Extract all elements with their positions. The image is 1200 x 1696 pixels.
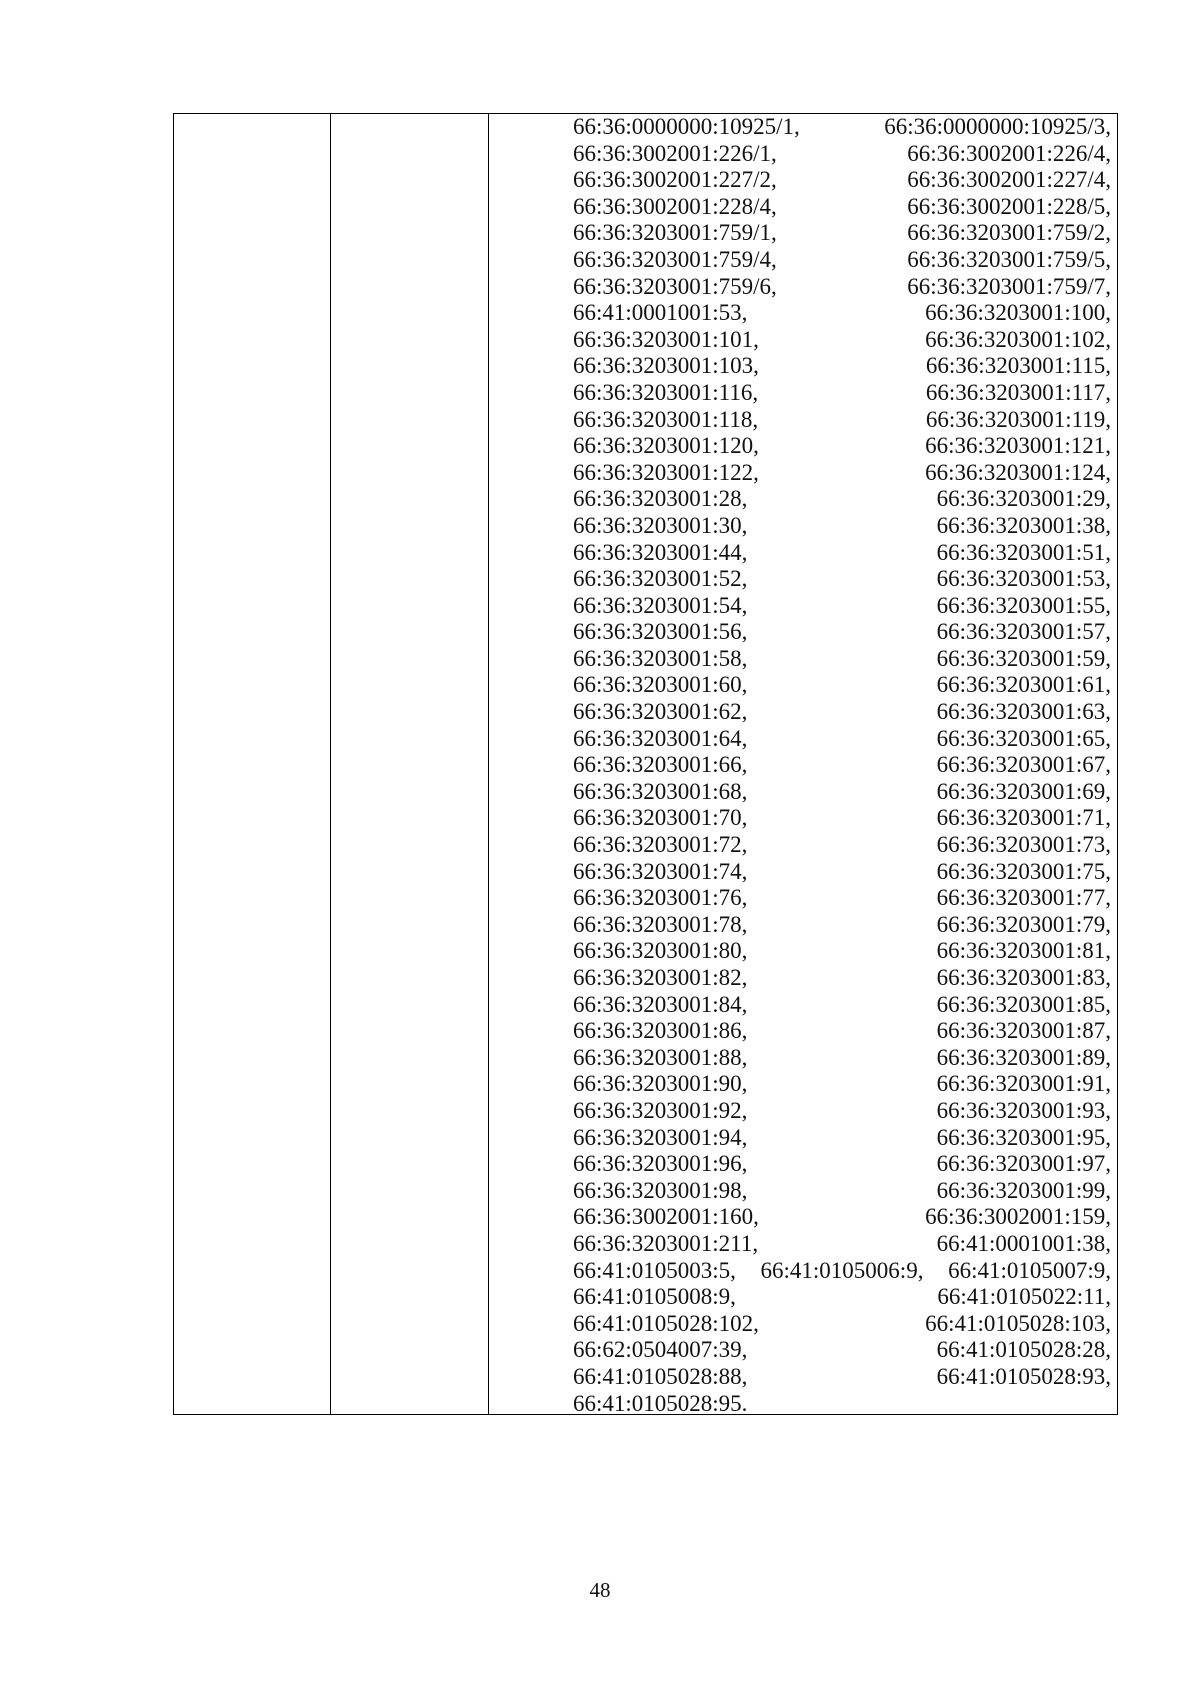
cadastral-number: 66:41:0105028:28, (936, 1337, 1111, 1363)
cadastral-number: 66:36:3203001:121, (925, 433, 1111, 459)
cadastral-number: 66:36:3203001:97, (936, 1151, 1111, 1177)
table-row (573, 1284, 1111, 1311)
cadastral-number: 66:36:3203001:83, (936, 965, 1111, 990)
table-row (573, 114, 1111, 141)
table-row (573, 805, 1111, 832)
cadastral-number: 66:36:3203001:80, (573, 938, 748, 964)
cadastral-number: 66:36:3203001:44, (573, 539, 748, 565)
cadastral-number: 66:36:3203001:54, (573, 592, 748, 618)
cadastral-number: 66:36:3203001:64, (573, 725, 748, 751)
table-row (573, 938, 1111, 965)
cadastral-number: 66:36:0000000:10925/1, (573, 114, 800, 139)
cadastral-number: 66:41:0105006:9, (760, 1257, 924, 1283)
cadastral-number: 66:36:3203001:119, (925, 406, 1111, 432)
cadastral-number: 66:36:3203001:71, (936, 805, 1111, 831)
table-row (573, 1018, 1111, 1045)
cadastral-number: 66:36:3203001:75, (936, 858, 1111, 884)
cadastral-number: 66:36:3203001:95, (936, 1124, 1111, 1150)
cadastral-number: 66:36:3203001:53, (936, 566, 1111, 592)
cadastral-number: 66:36:3002001:226/4, (907, 140, 1111, 166)
cadastral-number: 66:36:3203001:759/1, (573, 220, 777, 246)
cadastral-number: 66:36:3203001:88, (573, 1044, 748, 1070)
table-row (573, 779, 1111, 806)
cadastral-number: 66:36:3002001:159, (925, 1204, 1111, 1230)
cadastral-number: 66:41:0105003:5, (573, 1257, 736, 1283)
cadastral-number: 66:36:3002001:228/5, (907, 193, 1111, 219)
cadastral-number: 66:36:3203001:118, (573, 406, 759, 432)
table-row (573, 672, 1111, 699)
table-row (573, 726, 1111, 753)
table-row (573, 1045, 1111, 1072)
cadastral-number: 66:36:3203001:70, (573, 805, 748, 831)
cadastral-number: 66:36:3203001:120, (573, 433, 759, 459)
cadastral-number: 66:36:3203001:82, (573, 965, 748, 990)
cadastral-number: 66:36:3203001:66, (573, 752, 748, 778)
cadastral-number: 66:36:3203001:759/6, (573, 273, 777, 299)
cadastral-number: 66:36:3203001:60, (573, 672, 748, 698)
cadastral-number: 66:36:3002001:227/4, (907, 167, 1111, 193)
table-row (573, 194, 1111, 221)
cadastral-number: 66:36:3203001:59, (936, 645, 1111, 671)
cadastral-number: 66:36:3203001:759/2, (907, 220, 1111, 246)
cadastral-number: 66:36:3203001:89, (936, 1044, 1111, 1070)
cadastral-number: 66:36:3203001:759/5, (907, 246, 1111, 272)
cadastral-number: 66:41:0001001:53, (573, 300, 748, 326)
cadastral-number: 66:36:3203001:92, (573, 1097, 748, 1123)
cadastral-number: 66:36:3203001:29, (936, 486, 1111, 512)
cadastral-number: 66:36:3203001:61, (936, 672, 1111, 698)
table-row (573, 832, 1111, 859)
cadastral-number: 66:36:3203001:86, (573, 1018, 748, 1044)
table-row (573, 566, 1111, 593)
table-row (573, 274, 1111, 301)
cadastral-number: 66:36:3203001:79, (936, 911, 1111, 937)
table-row (573, 540, 1111, 567)
table-row (573, 167, 1111, 194)
table-row (573, 646, 1111, 673)
table-row (573, 247, 1111, 274)
cadastral-number: 66:36:3203001:101, (573, 326, 759, 352)
table-row (573, 1311, 1111, 1338)
column-divider-1 (330, 114, 331, 1414)
page-number: 48 (589, 1578, 611, 1602)
cadastral-number: 66:36:3203001:73, (936, 832, 1111, 858)
table-row (573, 1071, 1111, 1098)
cadastral-number: 66:36:3203001:30, (573, 512, 748, 538)
cadastral-number: 66:36:3203001:81, (936, 938, 1111, 964)
cadastral-number: 66:36:3203001:116, (573, 379, 759, 405)
table-row (573, 380, 1111, 407)
table-row (573, 220, 1111, 247)
cadastral-number: 66:36:3203001:102, (925, 326, 1111, 352)
cadastral-number: 66:36:3203001:96, (573, 1151, 748, 1177)
table-row (573, 1098, 1111, 1125)
cadastral-number: 66:36:3002001:160, (573, 1204, 759, 1230)
table-row (573, 699, 1111, 726)
cadastral-number: 66:36:3002001:228/4, (573, 193, 777, 219)
cadastral-number: 66:41:0105008:9, (573, 1284, 736, 1310)
cadastral-number: 66:36:3203001:115, (925, 353, 1111, 379)
cadastral-number: 66:36:3203001:211, (573, 1230, 759, 1256)
cadastral-number: 66:36:3203001:759/7, (907, 273, 1111, 299)
cadastral-number: 66:36:3203001:57, (936, 619, 1111, 645)
cadastral-number: 66:36:3203001:69, (936, 778, 1111, 804)
cadastral-number: 66:41:0105007:9, (948, 1257, 1111, 1283)
cadastral-number: 66:36:3203001:55, (936, 592, 1111, 618)
cadastral-number: 66:36:0000000:10925/3, (884, 114, 1111, 139)
cadastral-number: 66:41:0105022:11, (937, 1284, 1111, 1310)
table-row (573, 327, 1111, 354)
cadastral-number: 66:36:3203001:38, (936, 512, 1111, 538)
table-row (573, 885, 1111, 912)
cadastral-number: 66:41:0105028:103, (925, 1310, 1111, 1336)
cadastral-number: 66:36:3203001:124, (925, 459, 1111, 485)
table-row (573, 141, 1111, 168)
cadastral-number: 66:36:3203001:76, (573, 885, 748, 911)
table-row (573, 1258, 1111, 1285)
cadastral-numbers-cell (573, 114, 1111, 1417)
cadastral-number: 66:41:0105028:102, (573, 1310, 759, 1336)
cadastral-number: 66:36:3203001:62, (573, 699, 748, 725)
table-row (573, 1178, 1111, 1205)
table-row (573, 593, 1111, 620)
table-row (573, 300, 1111, 327)
cadastral-number: 66:36:3203001:94, (573, 1124, 748, 1150)
cadastral-number: 66:36:3203001:63, (936, 699, 1111, 725)
table-row (573, 1364, 1111, 1391)
cadastral-number: 66:36:3203001:52, (573, 566, 748, 592)
table-row (573, 992, 1111, 1019)
cadastral-number: 66:36:3203001:122, (573, 459, 759, 485)
table-row (573, 912, 1111, 939)
cadastral-number: 66:41:0001001:38, (936, 1230, 1111, 1256)
cadastral-number: 66:36:3203001:759/4, (573, 246, 777, 272)
cadastral-number: 66:36:3203001:87, (936, 1018, 1111, 1044)
cadastral-number: 66:36:3203001:65, (936, 725, 1111, 751)
cadastral-number: 66:36:3203001:98, (573, 1177, 748, 1203)
table-row (573, 1204, 1111, 1231)
cadastral-number: 66:41:0105028:88, (573, 1363, 748, 1389)
table-row (573, 1151, 1111, 1178)
table-row (573, 513, 1111, 540)
cadastral-number: 66:36:3203001:58, (573, 645, 748, 671)
cadastral-number: 66:36:3203001:56, (573, 619, 748, 645)
table-row (573, 965, 1111, 992)
cadastral-number: 66:41:0105028:95. (573, 1390, 748, 1416)
cadastral-number: 66:36:3203001:84, (573, 991, 748, 1017)
cadastral-number: 66:36:3002001:226/1, (573, 140, 777, 166)
cadastral-number: 66:36:3203001:78, (573, 911, 748, 937)
cadastral-number: 66:36:3203001:91, (936, 1071, 1111, 1097)
cadastral-number: 66:62:0504007:39, (573, 1337, 748, 1363)
cadastral-number: 66:36:3203001:93, (936, 1097, 1111, 1123)
cadastral-number: 66:36:3203001:99, (936, 1177, 1111, 1203)
cadastral-number: 66:36:3203001:67, (936, 752, 1111, 778)
table-row (573, 486, 1111, 513)
table-row (573, 1125, 1111, 1152)
cadastral-number: 66:36:3203001:100, (925, 300, 1111, 326)
table-row (573, 859, 1111, 886)
table-row (573, 1391, 1111, 1418)
cadastral-number: 66:36:3203001:103, (573, 353, 759, 379)
cadastral-number: 66:36:3203001:85, (936, 991, 1111, 1017)
cadastral-number: 66:36:3203001:74, (573, 858, 748, 884)
cadastral-number: 66:36:3203001:68, (573, 778, 748, 804)
cadastral-number: 66:36:3203001:72, (573, 832, 748, 858)
table-row (573, 1337, 1111, 1364)
cadastral-number: 66:41:0105028:93, (936, 1363, 1111, 1389)
table-row (573, 619, 1111, 646)
cadastral-number: 66:36:3203001:77, (936, 885, 1111, 911)
table-row (573, 433, 1111, 460)
cadastral-number: 66:36:3002001:227/2, (573, 167, 777, 193)
table-row (573, 460, 1111, 487)
cadastral-number: 66:36:3203001:28, (573, 486, 748, 512)
table-row (573, 1231, 1111, 1258)
cadastral-number: 66:36:3203001:117, (925, 379, 1111, 405)
cadastral-number: 66:36:3203001:51, (936, 539, 1111, 565)
column-divider-2 (488, 114, 489, 1414)
table-row (573, 353, 1111, 380)
cadastral-number: 66:36:3203001:90, (573, 1071, 748, 1097)
table-row (573, 407, 1111, 434)
cadastral-table (173, 113, 1118, 1415)
table-row (573, 752, 1111, 779)
